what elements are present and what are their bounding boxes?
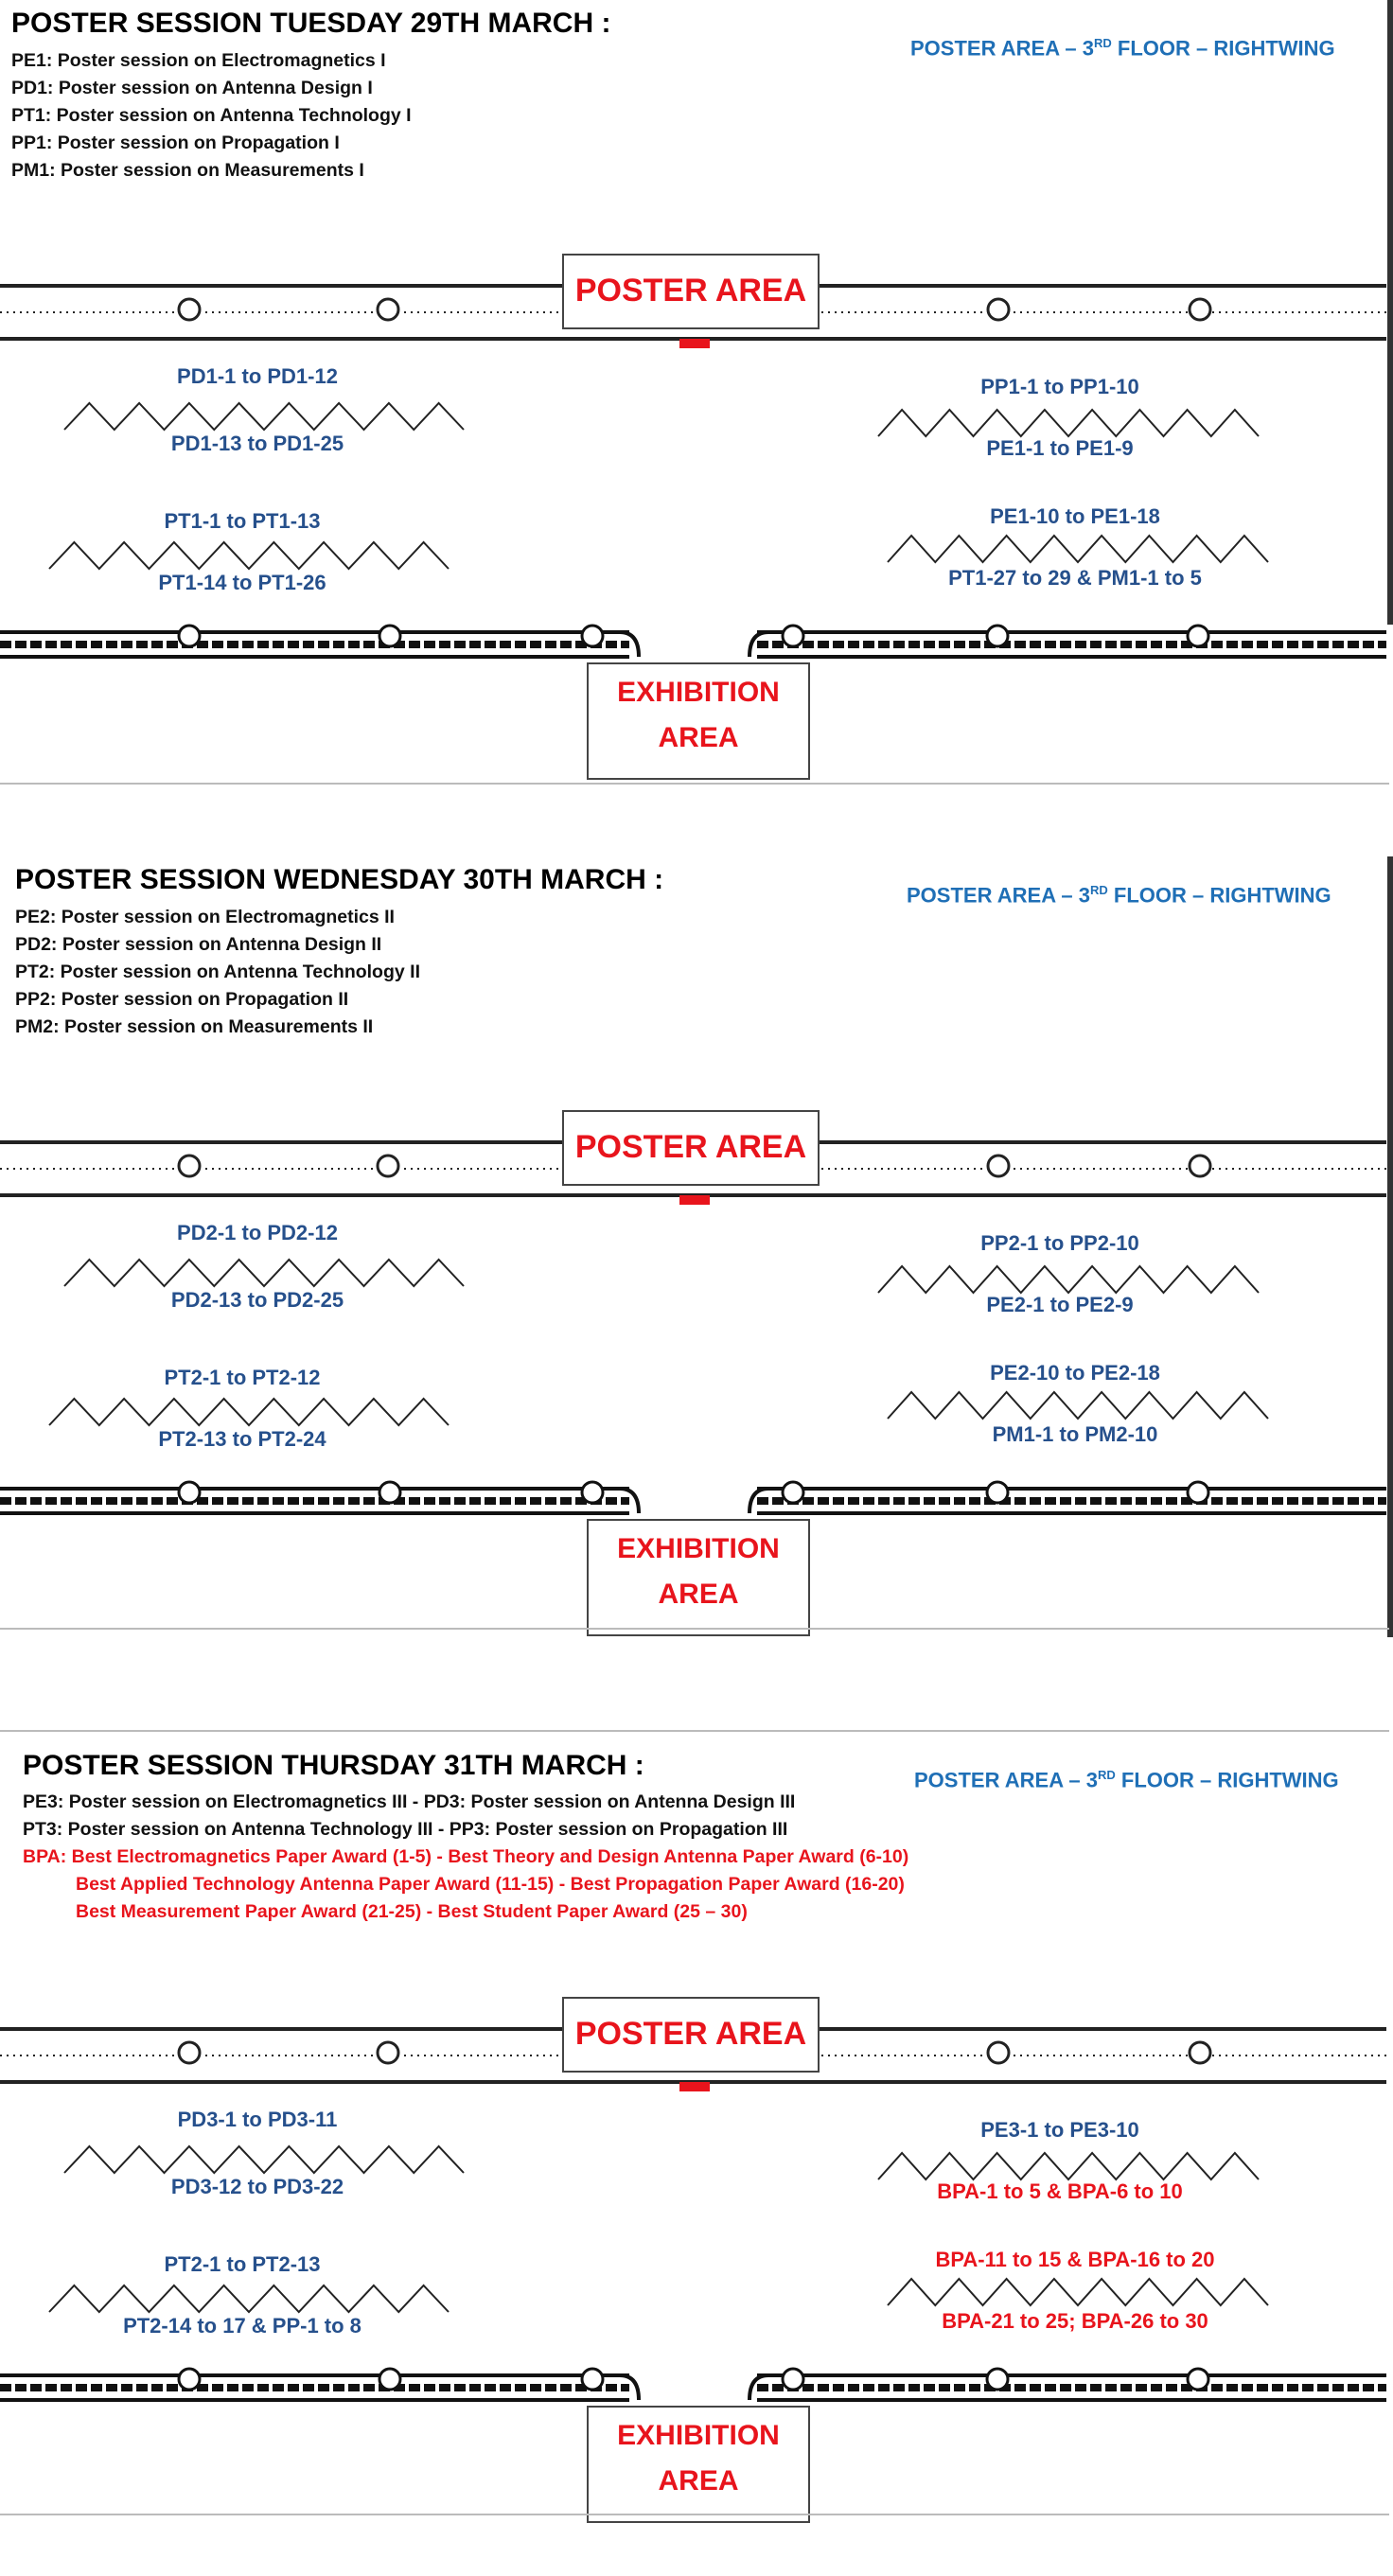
poster-board-zigzag	[64, 403, 464, 430]
session-legend-line: Best Measurement Paper Award (21-25) - Best Student Paper Award (25 – 30)	[76, 1901, 748, 1922]
board-label-top: PT2-1 to PT2-12	[164, 1366, 321, 1389]
poster-board-zigzag	[888, 536, 1268, 562]
board-label-bottom: PD2-13 to PD2-25	[170, 1288, 344, 1312]
board-label-bottom: PD1-13 to PD1-25	[170, 432, 344, 455]
board-label-bottom: PT1-27 to 29 & PM1-1 to 5	[948, 566, 1202, 590]
column-circle	[1190, 299, 1210, 320]
location-suffix: FLOOR – RIGHTWING	[1115, 1768, 1339, 1792]
column-circle	[379, 626, 400, 646]
page-right-border	[1387, 0, 1393, 625]
board-label-bottom: PM1-1 to PM2-10	[992, 1422, 1158, 1446]
session-legend-line: PD1: Poster session on Antenna Design I	[11, 78, 373, 98]
session-title: POSTER SESSION THURSDAY 31TH MARCH :	[23, 1750, 644, 1781]
poster-board-zigzag	[64, 2146, 464, 2173]
board-label-bottom: PT2-13 to PT2-24	[158, 1427, 326, 1451]
board-label-top: PE3-1 to PE3-10	[980, 2118, 1139, 2142]
column-circle	[179, 1482, 200, 1503]
board-label-bottom: BPA-21 to 25; BPA-26 to 30	[942, 2309, 1208, 2333]
exhibition-label-line: EXHIBITION	[617, 2420, 780, 2451]
page-right-border	[1387, 856, 1393, 1637]
session-title: POSTER SESSION TUESDAY 29TH MARCH :	[11, 8, 611, 39]
column-circle	[379, 2369, 400, 2390]
session-legend-line: BPA: Best Electromagnetics Paper Award (1-5) - Best Theory and Design Antenna Paper Award (6-10)	[23, 1846, 909, 1867]
session-legend-line: PD2: Poster session on Antenna Design II	[15, 934, 382, 955]
column-circle	[987, 626, 1008, 646]
board-label-top: PD2-1 to PD2-12	[177, 1221, 338, 1244]
section-separator	[0, 783, 1389, 785]
column-circle	[582, 1482, 603, 1503]
board-label-bottom: PE2-1 to PE2-9	[986, 1293, 1134, 1316]
column-circle	[1190, 2042, 1210, 2063]
column-circle	[987, 1482, 1008, 1503]
board-label-top: PT2-1 to PT2-13	[164, 2252, 321, 2276]
poster-board-zigzag	[878, 2153, 1259, 2179]
column-circle	[783, 2369, 803, 2390]
location-suffix: FLOOR – RIGHTWING	[1107, 883, 1331, 908]
session-legend-line: PP2: Poster session on Propagation II	[15, 989, 349, 1010]
column-circle	[1188, 1482, 1208, 1503]
column-circle	[1188, 626, 1208, 646]
location-suffix: FLOOR – RIGHTWING	[1111, 36, 1335, 61]
exhibition-label-line: EXHIBITION	[617, 1533, 780, 1564]
poster-area-box: POSTER AREA	[562, 1110, 820, 1186]
exhibition-label-line: EXHIBITION	[617, 677, 780, 708]
exhibition-area-box	[587, 1519, 810, 1636]
column-circle	[783, 626, 803, 646]
exhibition-label-line: AREA	[658, 722, 739, 753]
session-legend-line: PT2: Poster session on Antenna Technology II	[15, 962, 420, 982]
session-title: POSTER SESSION WEDNESDAY 30TH MARCH :	[15, 864, 664, 895]
column-circle	[582, 2369, 603, 2390]
section-separator	[0, 2514, 1389, 2515]
poster-board-zigzag	[888, 2279, 1268, 2305]
exhibition-label-line: AREA	[658, 1579, 739, 1610]
section-separator	[0, 1730, 1389, 1732]
poster-board-zigzag	[49, 542, 449, 569]
poster-board-zigzag	[64, 1260, 464, 1286]
entrance-marker	[679, 1195, 710, 1205]
column-circle	[179, 1156, 200, 1176]
exhibition-area-box	[587, 662, 810, 780]
location-prefix: POSTER AREA – 3	[910, 36, 1094, 61]
session-legend-line: PE2: Poster session on Electromagnetics II	[15, 907, 395, 927]
poster-area-box: POSTER AREA	[562, 254, 820, 329]
column-circle	[378, 299, 398, 320]
session-legend-line: PP1: Poster session on Propagation I	[11, 132, 340, 153]
poster-board-zigzag	[49, 1399, 449, 1425]
board-label-bottom: PT2-14 to 17 & PP-1 to 8	[123, 2314, 361, 2338]
poster-board-zigzag	[878, 1266, 1259, 1293]
board-label-top: PE1-10 to PE1-18	[990, 504, 1160, 528]
poster-board-zigzag	[888, 1392, 1268, 1419]
column-circle	[179, 2042, 200, 2063]
session-legend-line: PE1: Poster session on Electromagnetics I	[11, 50, 386, 71]
column-circle	[179, 626, 200, 646]
board-label-top: PP1-1 to PP1-10	[980, 375, 1139, 398]
board-label-top: PD3-1 to PD3-11	[177, 2108, 338, 2131]
location-ordinal: RD	[1089, 883, 1108, 897]
board-label-top: PT1-1 to PT1-13	[164, 509, 321, 533]
column-circle	[378, 1156, 398, 1176]
board-label-top: PE2-10 to PE2-18	[990, 1361, 1160, 1385]
column-circle	[988, 1156, 1009, 1176]
column-circle	[987, 2369, 1008, 2390]
column-circle	[988, 2042, 1009, 2063]
session-legend-line: PT3: Poster session on Antenna Technology III - PP3: Poster session on Propagation III	[23, 1819, 788, 1840]
poster-area-box: POSTER AREA	[562, 1997, 820, 2073]
board-label-bottom: BPA-1 to 5 & BPA-6 to 10	[937, 2179, 1183, 2203]
session-legend-line: PM2: Poster session on Measurements II	[15, 1016, 374, 1037]
board-label-bottom: PE1-1 to PE1-9	[986, 436, 1134, 460]
entrance-marker	[679, 2082, 710, 2091]
column-circle	[179, 299, 200, 320]
poster-board-zigzag	[49, 2285, 449, 2312]
session-legend-line: PT1: Poster session on Antenna Technology I	[11, 105, 412, 126]
column-circle	[1190, 1156, 1210, 1176]
location-ordinal: RD	[1097, 1768, 1116, 1782]
column-circle	[1188, 2369, 1208, 2390]
column-circle	[988, 299, 1009, 320]
exhibition-label-line: AREA	[658, 2465, 739, 2497]
location-ordinal: RD	[1093, 36, 1112, 50]
column-circle	[582, 626, 603, 646]
column-circle	[783, 1482, 803, 1503]
entrance-marker	[679, 339, 710, 348]
board-label-bottom: PD3-12 to PD3-22	[170, 2175, 344, 2198]
column-circle	[379, 1482, 400, 1503]
board-label-top: PD1-1 to PD1-12	[177, 364, 338, 388]
location-prefix: POSTER AREA – 3	[914, 1768, 1098, 1792]
board-label-top: PP2-1 to PP2-10	[980, 1231, 1139, 1255]
poster-board-zigzag	[878, 410, 1259, 436]
session-legend-line: PE3: Poster session on Electromagnetics III - PD3: Poster session on Antenna Design III	[23, 1791, 796, 1812]
board-label-bottom: PT1-14 to PT1-26	[158, 571, 326, 594]
location-prefix: POSTER AREA – 3	[907, 883, 1090, 908]
column-circle	[378, 2042, 398, 2063]
board-label-top: BPA-11 to 15 & BPA-16 to 20	[935, 2248, 1215, 2271]
column-circle	[179, 2369, 200, 2390]
exhibition-area-box	[587, 2406, 810, 2523]
section-separator	[0, 1628, 1389, 1630]
session-legend-line: PM1: Poster session on Measurements I	[11, 160, 364, 181]
session-legend-line: Best Applied Technology Antenna Paper Award (11-15) - Best Propagation Paper Award (16-20)	[76, 1874, 905, 1895]
